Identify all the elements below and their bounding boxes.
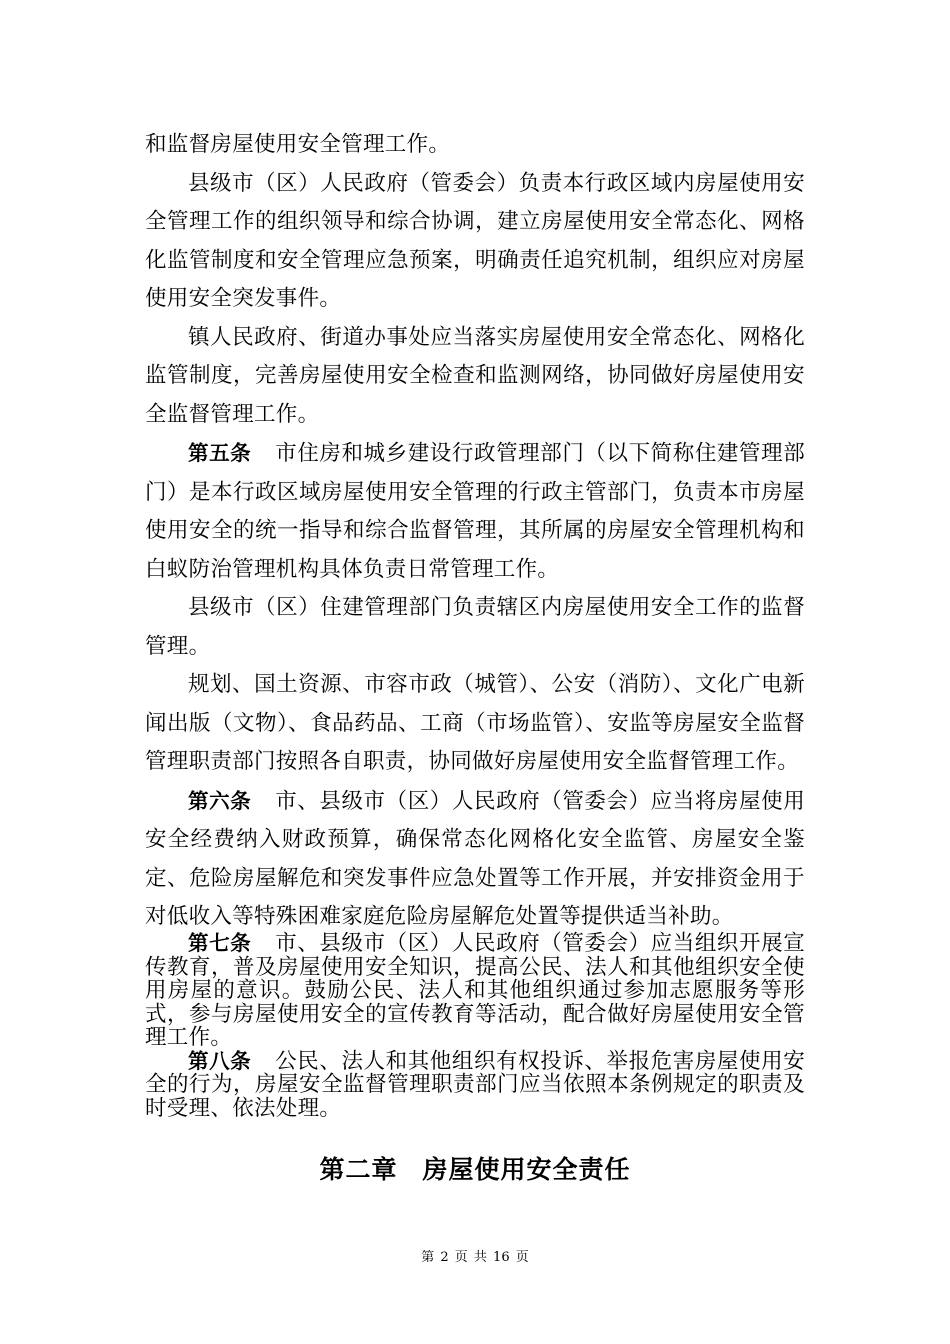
paragraph-town-government: 镇人民政府、街道办事处应当落实房屋使用安全常态化、网格化监管制度，完善房屋使用安全检查和监测网络，协同做好房屋使用安全监督管理工作。 bbox=[145, 324, 805, 427]
paragraph-county-housing-dept: 县级市（区）住建管理部门负责辖区内房屋使用安全工作的监督管理。 bbox=[145, 595, 805, 659]
paragraph-county-government: 县级市（区）人民政府（管委会）负责本行政区域内房屋使用安全管理工作的组织领导和综合协调，建立房屋使用安全常态化、网格化监管制度和安全管理应急预案，明确责任追究机制，组织应对房屋使用安全突发事件。 bbox=[145, 170, 805, 311]
article-5 bbox=[145, 434, 805, 589]
article-5-label: 第五条 bbox=[188, 441, 252, 465]
page-footer: 第 2 页 共 16 页 bbox=[421, 1250, 529, 1265]
article-8-label: 第八条 bbox=[188, 1048, 252, 1073]
chapter-heading bbox=[0, 1150, 950, 1186]
article-7-label: 第七条 bbox=[188, 931, 252, 955]
article-5-text: 市住房和城乡建设行政管理部门（以下简称住建管理部门）是本行政区域房屋使用安全管理的行政主管部门，负责本市房屋使用安全的统一指导和综合监督管理，其所属的房屋安全管理机构和白蚁防治管理机构具体负责日常管理工作。 bbox=[145, 441, 805, 582]
article-6-text: 市、县级市（区）人民政府（管委会）应当将房屋使用安全经费纳入财政预算，确保常态化网格化安全监管、房屋安全鉴定、危险房屋解危和突发事件应急处置等工作开展，并安排资金用于对低收入等特殊困难家庭危险房屋解危处置等提供适当补助。 bbox=[145, 788, 805, 929]
chapter-title: 房屋使用安全责任 bbox=[422, 1155, 631, 1184]
article-6-label: 第六条 bbox=[188, 788, 252, 813]
article-7-text: 市、县级市（区）人民政府（管委会）应当组织开展宣传教育，普及房屋使用安全知识，提高公民、法人和其他组织安全使用房屋的意识。鼓励公民、法人和其他组织通过参加志愿服务等形式，参与房屋使用安全的宣传教育等活动，配合做好房屋使用安全管理工作。 bbox=[145, 931, 805, 1050]
article-7 bbox=[145, 932, 805, 1050]
body-lower bbox=[145, 932, 805, 1120]
article-8 bbox=[145, 1050, 805, 1121]
article-8-text: 公民、法人和其他组织有权投诉、举报危害房屋使用安全的行为，房屋安全监督管理职责部门应当依照本条例规定的职责及时受理、依法处理。 bbox=[145, 1048, 805, 1121]
continued-paragraph: 和监督房屋使用安全管理工作。 bbox=[145, 132, 451, 157]
chapter-number: 第二章 bbox=[319, 1155, 398, 1184]
body-upper bbox=[145, 126, 805, 937]
article-6 bbox=[145, 782, 805, 937]
paragraph-related-departments: 规划、国土资源、市容市政（城管）、公安（消防）、文化广电新闻出版（文物）、食品药品、工商（市场监管）、安监等房屋安全监督管理职责部门按照各自职责，协同做好房屋使用安全监督管理工作。 bbox=[145, 672, 805, 774]
